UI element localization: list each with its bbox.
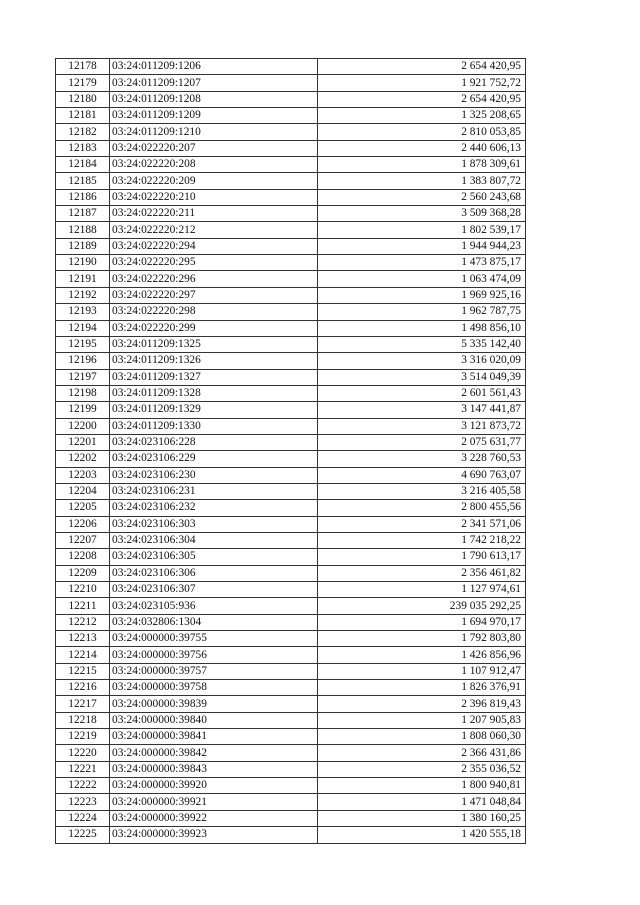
value-cell: 2 440 606,13	[318, 140, 526, 156]
value-cell: 3 316 020,09	[318, 353, 526, 369]
value-cell: 2 810 053,85	[318, 124, 526, 140]
table-row	[56, 75, 526, 91]
table-row	[56, 549, 526, 565]
value-cell: 1 944 944,23	[318, 238, 526, 254]
row-number-cell: 12214	[56, 647, 110, 663]
value-cell: 1 800 940,81	[318, 778, 526, 794]
cadastral-number-cell: 03:24:022220:207	[110, 140, 318, 156]
row-number-cell: 12224	[56, 810, 110, 826]
table-row	[56, 680, 526, 696]
value-cell: 1 802 539,17	[318, 222, 526, 238]
value-cell: 1 792 803,80	[318, 631, 526, 647]
table-row	[56, 598, 526, 614]
value-cell: 1 127 974,61	[318, 582, 526, 598]
value-cell: 3 121 873,72	[318, 418, 526, 434]
table-row	[56, 206, 526, 222]
cadastral-number-cell: 03:24:022220:299	[110, 320, 318, 336]
row-number-cell: 12225	[56, 827, 110, 843]
row-number-cell: 12213	[56, 631, 110, 647]
value-cell: 2 601 561,43	[318, 385, 526, 401]
row-number-cell: 12181	[56, 108, 110, 124]
table-row	[56, 778, 526, 794]
table-row	[56, 304, 526, 320]
cadastral-number-cell: 03:24:011209:1330	[110, 418, 318, 434]
row-number-cell: 12191	[56, 271, 110, 287]
cadastral-number-cell: 03:24:022220:297	[110, 287, 318, 303]
table-row	[56, 745, 526, 761]
value-cell: 3 228 760,53	[318, 451, 526, 467]
value-cell: 1 107 912,47	[318, 663, 526, 679]
table-row	[56, 467, 526, 483]
value-cell: 5 335 142,40	[318, 336, 526, 352]
value-cell: 1 473 875,17	[318, 255, 526, 271]
value-cell: 2 800 455,56	[318, 500, 526, 516]
row-number-cell: 12197	[56, 369, 110, 385]
table-row	[56, 712, 526, 728]
cadastral-number-cell: 03:24:023106:231	[110, 483, 318, 499]
cadastral-number-cell: 03:24:000000:39840	[110, 712, 318, 728]
cadastral-number-cell: 03:24:023106:307	[110, 582, 318, 598]
row-number-cell: 12209	[56, 565, 110, 581]
table-row	[56, 451, 526, 467]
value-cell: 1 969 925,16	[318, 287, 526, 303]
cadastral-number-cell: 03:24:000000:39842	[110, 745, 318, 761]
row-number-cell: 12212	[56, 614, 110, 630]
table-row	[56, 320, 526, 336]
value-cell: 2 396 819,43	[318, 696, 526, 712]
row-number-cell: 12183	[56, 140, 110, 156]
row-number-cell: 12215	[56, 663, 110, 679]
table-row	[56, 157, 526, 173]
row-number-cell: 12196	[56, 353, 110, 369]
table-row	[56, 222, 526, 238]
value-cell: 2 560 243,68	[318, 189, 526, 205]
table-row	[56, 614, 526, 630]
row-number-cell: 12206	[56, 516, 110, 532]
cadastral-number-cell: 03:24:000000:39921	[110, 794, 318, 810]
row-number-cell: 12193	[56, 304, 110, 320]
table-body	[56, 59, 526, 844]
cadastral-number-cell: 03:24:022220:295	[110, 255, 318, 271]
value-cell: 1 420 555,18	[318, 827, 526, 843]
cadastral-number-cell: 03:24:011209:1326	[110, 353, 318, 369]
row-number-cell: 12211	[56, 598, 110, 614]
row-number-cell: 12221	[56, 761, 110, 777]
table-row	[56, 108, 526, 124]
value-cell: 3 514 049,39	[318, 369, 526, 385]
value-cell: 1 790 613,17	[318, 549, 526, 565]
value-cell: 2 654 420,95	[318, 59, 526, 75]
cadastral-number-cell: 03:24:032806:1304	[110, 614, 318, 630]
cadastral-number-cell: 03:24:000000:39757	[110, 663, 318, 679]
value-cell: 1 063 474,09	[318, 271, 526, 287]
value-cell: 2 356 461,82	[318, 565, 526, 581]
value-cell: 3 147 441,87	[318, 402, 526, 418]
value-cell: 1 742 218,22	[318, 532, 526, 548]
cadastral-number-cell: 03:24:023106:304	[110, 532, 318, 548]
cadastral-number-cell: 03:24:023106:306	[110, 565, 318, 581]
cadastral-number-cell: 03:24:022220:208	[110, 157, 318, 173]
row-number-cell: 12180	[56, 91, 110, 107]
row-number-cell: 12195	[56, 336, 110, 352]
cadastral-number-cell: 03:24:000000:39756	[110, 647, 318, 663]
table-row	[56, 271, 526, 287]
value-cell: 3 216 405,58	[318, 483, 526, 499]
cadastral-number-cell: 03:24:023106:228	[110, 434, 318, 450]
value-cell: 1 878 309,61	[318, 157, 526, 173]
value-cell: 2 654 420,95	[318, 91, 526, 107]
value-cell: 2 355 036,52	[318, 761, 526, 777]
value-cell: 1 808 060,30	[318, 729, 526, 745]
row-number-cell: 12178	[56, 59, 110, 75]
table-row	[56, 402, 526, 418]
value-cell: 1 380 160,25	[318, 810, 526, 826]
row-number-cell: 12219	[56, 729, 110, 745]
cadastral-number-cell: 03:24:011209:1210	[110, 124, 318, 140]
row-number-cell: 12194	[56, 320, 110, 336]
cadastral-number-cell: 03:24:022220:294	[110, 238, 318, 254]
table-row	[56, 794, 526, 810]
cadastral-number-cell: 03:24:023106:305	[110, 549, 318, 565]
row-number-cell: 12182	[56, 124, 110, 140]
value-cell: 4 690 763,07	[318, 467, 526, 483]
table-row	[56, 434, 526, 450]
table-row	[56, 173, 526, 189]
table-row	[56, 287, 526, 303]
table-row	[56, 336, 526, 352]
row-number-cell: 12185	[56, 173, 110, 189]
cadastral-value-table	[55, 58, 526, 844]
cadastral-number-cell: 03:24:000000:39843	[110, 761, 318, 777]
value-cell: 1 207 905,83	[318, 712, 526, 728]
row-number-cell: 12205	[56, 500, 110, 516]
table-row	[56, 238, 526, 254]
row-number-cell: 12187	[56, 206, 110, 222]
table-row	[56, 663, 526, 679]
value-cell: 1 498 856,10	[318, 320, 526, 336]
row-number-cell: 12200	[56, 418, 110, 434]
row-number-cell: 12184	[56, 157, 110, 173]
value-cell: 3 509 368,28	[318, 206, 526, 222]
row-number-cell: 12203	[56, 467, 110, 483]
value-cell: 1 325 208,65	[318, 108, 526, 124]
table-row	[56, 369, 526, 385]
cadastral-number-cell: 03:24:023106:303	[110, 516, 318, 532]
value-cell: 1 694 970,17	[318, 614, 526, 630]
cadastral-number-cell: 03:24:000000:39922	[110, 810, 318, 826]
cadastral-number-cell: 03:24:022220:296	[110, 271, 318, 287]
row-number-cell: 12216	[56, 680, 110, 696]
cadastral-number-cell: 03:24:023106:229	[110, 451, 318, 467]
value-cell: 2 075 631,77	[318, 434, 526, 450]
cadastral-number-cell: 03:24:011209:1207	[110, 75, 318, 91]
cadastral-number-cell: 03:24:023106:230	[110, 467, 318, 483]
row-number-cell: 12210	[56, 582, 110, 598]
cadastral-number-cell: 03:24:022220:298	[110, 304, 318, 320]
table-row	[56, 565, 526, 581]
cadastral-number-cell: 03:24:023105:936	[110, 598, 318, 614]
value-cell: 1 962 787,75	[318, 304, 526, 320]
table-row	[56, 124, 526, 140]
row-number-cell: 12218	[56, 712, 110, 728]
cadastral-number-cell: 03:24:000000:39755	[110, 631, 318, 647]
cadastral-number-cell: 03:24:022220:211	[110, 206, 318, 222]
table-row	[56, 255, 526, 271]
table-row	[56, 59, 526, 75]
table-row	[56, 500, 526, 516]
cadastral-number-cell: 03:24:000000:39758	[110, 680, 318, 696]
row-number-cell: 12179	[56, 75, 110, 91]
cadastral-number-cell: 03:24:011209:1329	[110, 402, 318, 418]
table-row	[56, 631, 526, 647]
row-number-cell: 12198	[56, 385, 110, 401]
row-number-cell: 12217	[56, 696, 110, 712]
cadastral-number-cell: 03:24:011209:1206	[110, 59, 318, 75]
row-number-cell: 12199	[56, 402, 110, 418]
cadastral-number-cell: 03:24:022220:209	[110, 173, 318, 189]
table-row	[56, 810, 526, 826]
value-cell: 1 383 807,72	[318, 173, 526, 189]
value-cell: 1 921 752,72	[318, 75, 526, 91]
table-row	[56, 761, 526, 777]
cadastral-number-cell: 03:24:000000:39923	[110, 827, 318, 843]
cadastral-number-cell: 03:24:000000:39920	[110, 778, 318, 794]
cadastral-number-cell: 03:24:011209:1328	[110, 385, 318, 401]
row-number-cell: 12208	[56, 549, 110, 565]
table-row	[56, 483, 526, 499]
value-cell: 1 426 856,96	[318, 647, 526, 663]
row-number-cell: 12207	[56, 532, 110, 548]
row-number-cell: 12223	[56, 794, 110, 810]
table-row	[56, 385, 526, 401]
cadastral-number-cell: 03:24:011209:1325	[110, 336, 318, 352]
row-number-cell: 12222	[56, 778, 110, 794]
table-row	[56, 729, 526, 745]
table-row	[56, 189, 526, 205]
row-number-cell: 12186	[56, 189, 110, 205]
table-row	[56, 91, 526, 107]
cadastral-number-cell: 03:24:022220:212	[110, 222, 318, 238]
table-row	[56, 516, 526, 532]
table-row	[56, 647, 526, 663]
row-number-cell: 12220	[56, 745, 110, 761]
table-row	[56, 353, 526, 369]
row-number-cell: 12192	[56, 287, 110, 303]
table-row	[56, 140, 526, 156]
value-cell: 1 826 376,91	[318, 680, 526, 696]
row-number-cell: 12202	[56, 451, 110, 467]
value-cell: 1 471 048,84	[318, 794, 526, 810]
cadastral-number-cell: 03:24:022220:210	[110, 189, 318, 205]
value-cell: 239 035 292,25	[318, 598, 526, 614]
cadastral-number-cell: 03:24:000000:39839	[110, 696, 318, 712]
value-cell: 2 366 431,86	[318, 745, 526, 761]
row-number-cell: 12188	[56, 222, 110, 238]
cadastral-number-cell: 03:24:011209:1209	[110, 108, 318, 124]
row-number-cell: 12204	[56, 483, 110, 499]
row-number-cell: 12201	[56, 434, 110, 450]
table-row	[56, 418, 526, 434]
cadastral-number-cell: 03:24:011209:1327	[110, 369, 318, 385]
row-number-cell: 12190	[56, 255, 110, 271]
table-row	[56, 827, 526, 843]
cadastral-number-cell: 03:24:000000:39841	[110, 729, 318, 745]
value-cell: 2 341 571,06	[318, 516, 526, 532]
cadastral-number-cell: 03:24:023106:232	[110, 500, 318, 516]
table-row	[56, 532, 526, 548]
cadastral-number-cell: 03:24:011209:1208	[110, 91, 318, 107]
table-row	[56, 696, 526, 712]
table-row	[56, 582, 526, 598]
row-number-cell: 12189	[56, 238, 110, 254]
